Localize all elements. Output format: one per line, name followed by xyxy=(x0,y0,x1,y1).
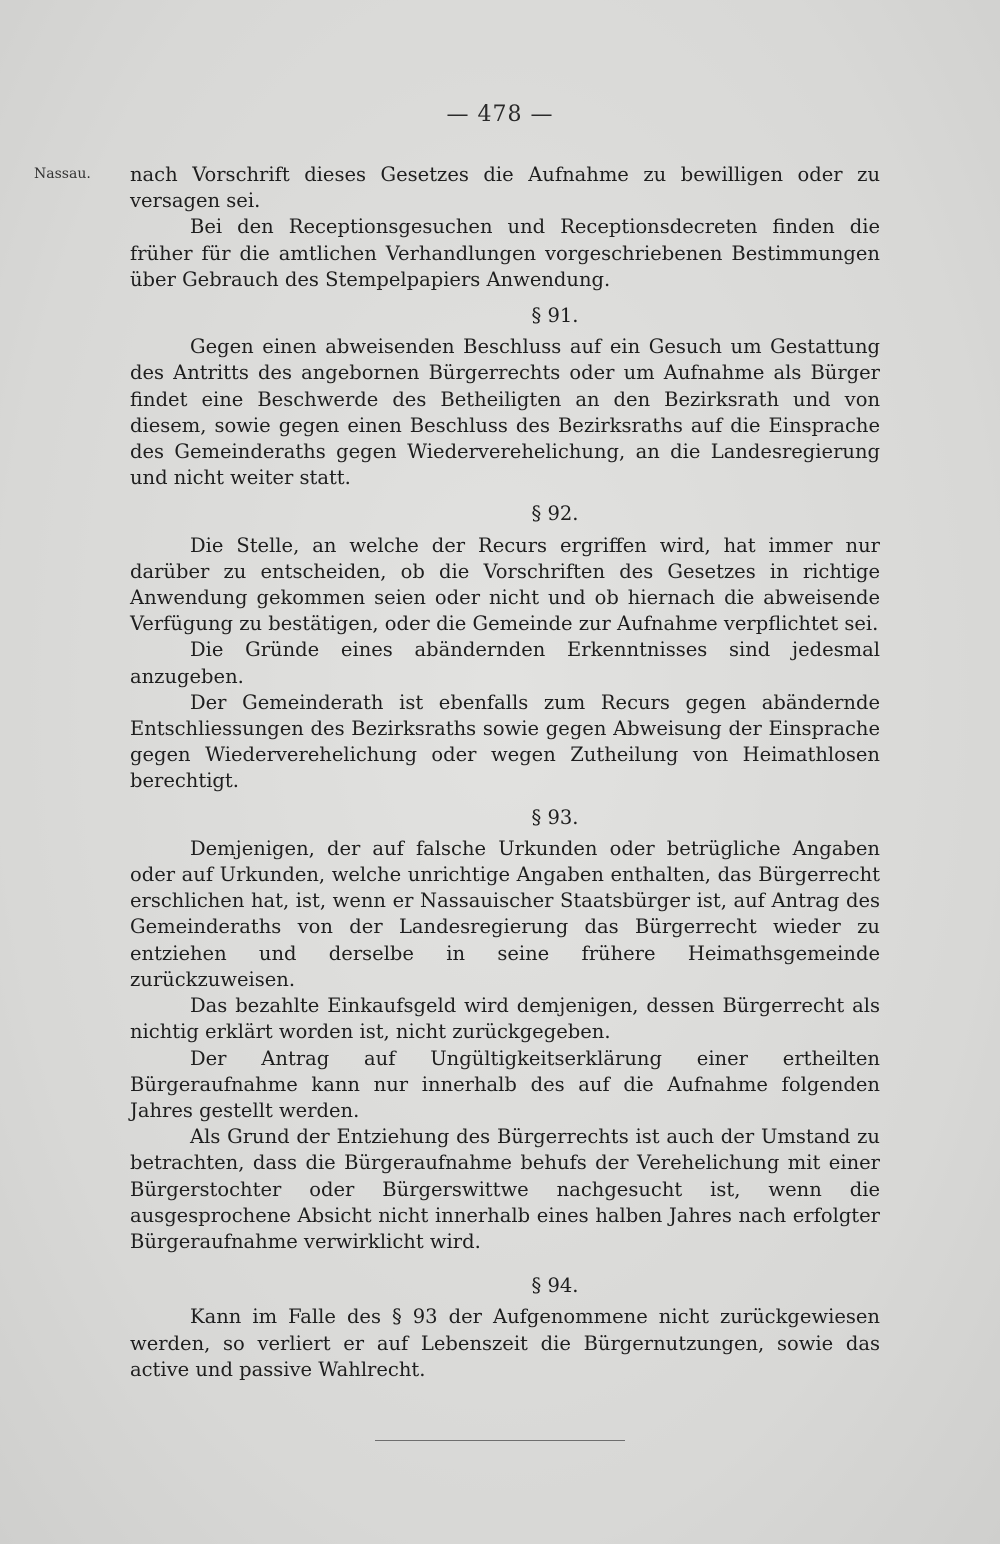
paragraph: Der Antrag auf Ungültigkeitserklärung einer ertheilten Bürgeraufnahme kann nur innerhalb des auf die Aufnahme folgenden Jahres gestellt werden. xyxy=(130,1046,880,1122)
section-heading: § 94. xyxy=(531,1274,579,1298)
end-rule xyxy=(375,1440,625,1441)
paragraph: nach Vorschrift dieses Gesetzes die Aufnahme zu bewilligen oder zu versagen sei. xyxy=(130,163,880,213)
paragraph: Das bezahlte Einkaufsgeld wird demjenigen, dessen Bürgerrecht als nichtig erklärt worden ist, nicht zurückgegeben. xyxy=(130,994,880,1044)
paragraph: Kann im Falle des § 93 der Aufgenommene nicht zurückgewiesen werden, so verliert er auf Lebenszeit die Bürgernutzungen, sowie das active und passive Wahlrecht. xyxy=(130,1305,880,1381)
margin-note: Nassau. xyxy=(34,166,91,182)
paragraph: Bei den Receptionsgesuchen und Receptionsdecreten finden die früher für die amtlichen Verhandlungen vorgeschriebenen Bestimmungen über Gebrauch des Stempelpapiers Anwendung. xyxy=(130,215,880,291)
body-text xyxy=(130,162,880,1383)
paragraph: Als Grund der Entziehung des Bürgerrechts ist auch der Umstand zu betrachten, dass die Bürgeraufnahme behufs der Verehelichung mit einer Bürgerstochter oder Bürgerswittwe nachgesucht ist, wenn die ausgesprochene Absicht nicht innerhalb eines halben Jahres nach erfolgter Bürgeraufnahme verwirklicht wird. xyxy=(130,1125,880,1253)
paragraph: Gegen einen abweisenden Beschluss auf ein Gesuch um Gestattung des Antritts des angebornen Bürgerrechts oder um Aufnahme als Bürger findet eine Beschwerde des Betheiligten an den Bezirksrath und von diesem, sowie gegen einen Beschluss des Bezirksraths auf die Einsprache des Gemeinderaths gegen Wiederverehelichung, an die Landesregierung und nicht weiter statt. xyxy=(130,335,880,490)
paragraph: Die Gründe eines abändernden Erkenntnisses sind jedesmal anzugeben. xyxy=(130,638,880,688)
paragraph: Die Stelle, an welche der Recurs ergriffen wird, hat immer nur darüber zu entscheiden, ob die Vorschriften des Gesetzes in richtige Anwendung gekommen seien oder nicht und ob hiernach die abweisende Verfügung zu bestätigen, oder die Gemeinde zur Aufnahme verpflichtet sei. xyxy=(130,533,880,636)
section-heading: § 91. xyxy=(531,304,579,328)
section-heading: § 93. xyxy=(531,805,579,829)
paragraph: Demjenigen, der auf falsche Urkunden oder betrügliche Angaben oder auf Urkunden, welche unrichtige Angaben enthalten, das Bürgerrecht erschlichen hat, ist, wenn er Nassauischer Staatsbürger ist, auf Antrag des Gemeinderaths von der Landesregierung das Bürgerrecht wieder zu entziehen und derselbe in seine frühere Heimathsgemeinde zurückzuweisen. xyxy=(130,836,880,991)
paragraph: Der Gemeinderath ist ebenfalls zum Recurs gegen abändernde Entschliessungen des Bezirksraths sowie gegen Abweisung der Einsprache gegen Wiederverehelichung oder wegen Zutheilung von Heimathlosen berechtigt. xyxy=(130,690,880,793)
page-number: — 478 — xyxy=(446,102,554,127)
section-heading: § 92. xyxy=(531,502,579,526)
